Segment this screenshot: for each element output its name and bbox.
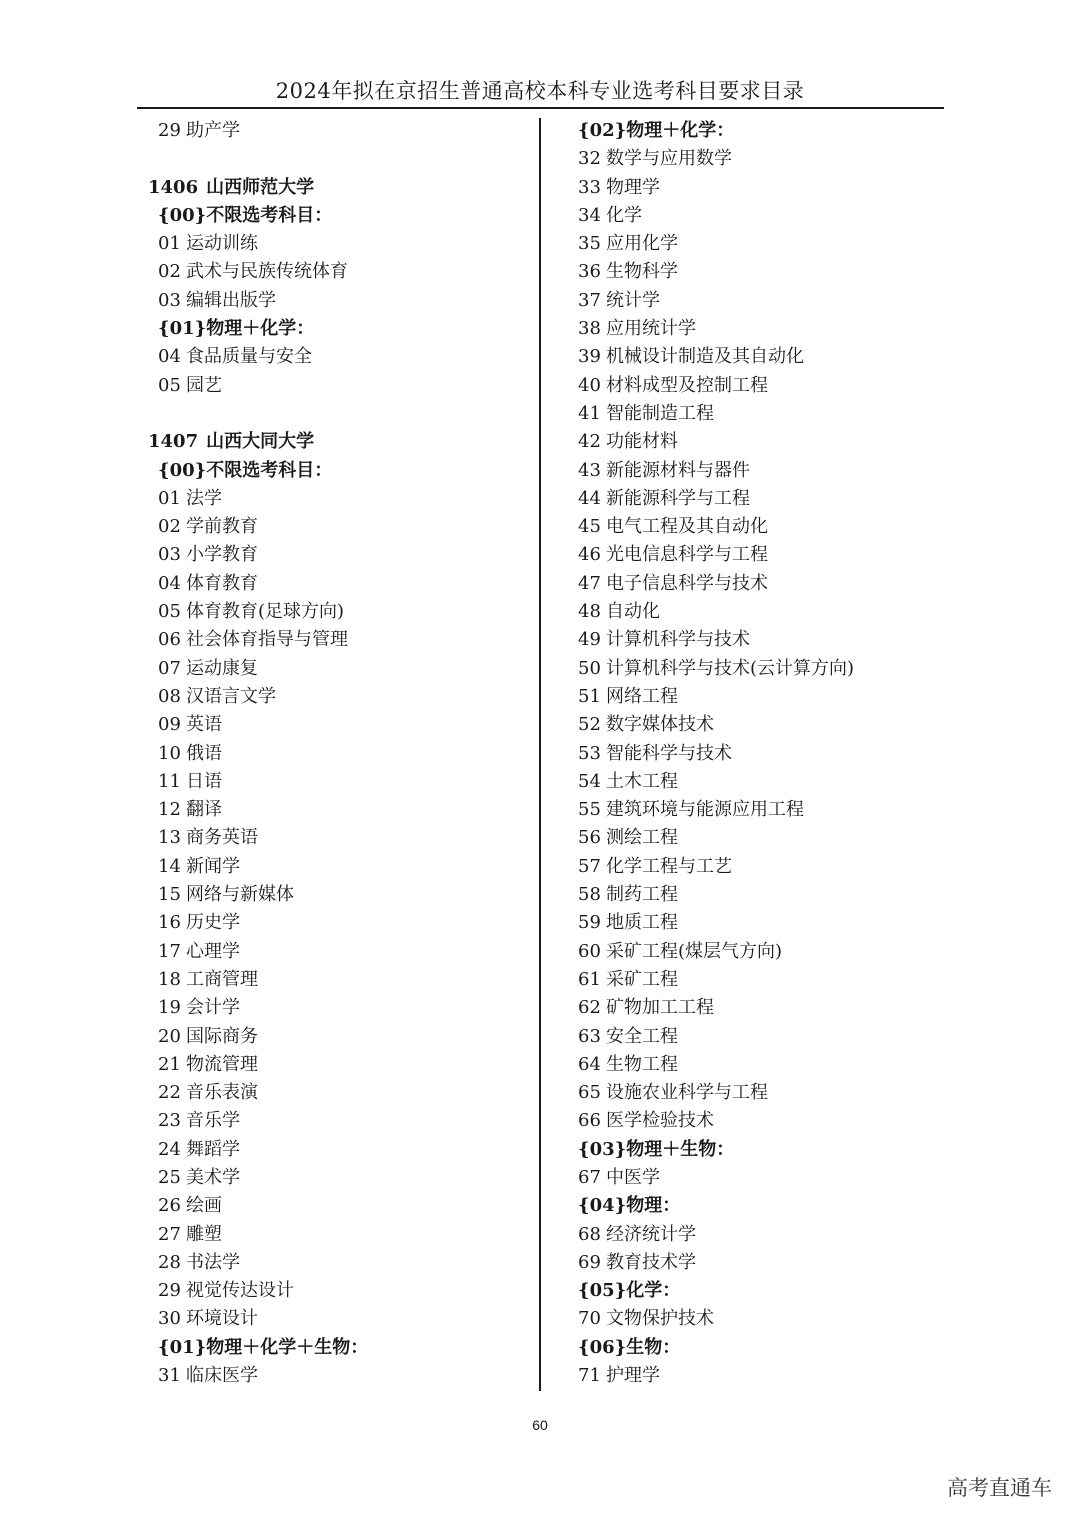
major-list-item (148, 343, 528, 371)
major-name: 体育教育 (186, 572, 258, 594)
major-list-item (148, 853, 528, 881)
major-name: 新闻学 (186, 855, 240, 877)
major-number: 71 (578, 1365, 601, 1387)
major-name: 化学 (606, 204, 642, 226)
major-number: 49 (578, 629, 601, 651)
spacer (148, 145, 528, 173)
major-name: 社会体育指导与管理 (186, 629, 348, 651)
major-number: 37 (578, 289, 601, 311)
major-list-item (570, 570, 950, 598)
major-list-item (570, 428, 950, 456)
major-number: 33 (578, 176, 601, 198)
major-list-item (148, 1305, 528, 1333)
subject-requirement-group: {03}物理＋生物： (578, 1138, 735, 1160)
major-number: 58 (578, 884, 601, 906)
major-name: 统计学 (606, 289, 660, 311)
major-list-item (148, 258, 528, 286)
major-name: 运动康复 (186, 657, 258, 679)
major-name: 俄语 (186, 742, 222, 764)
major-list-item (570, 1023, 950, 1051)
major-name: 医学检验技术 (606, 1110, 714, 1132)
spacer (148, 400, 528, 428)
major-number: 54 (578, 770, 601, 792)
major-name: 计算机科学与技术 (606, 629, 750, 651)
major-number: 42 (578, 431, 601, 453)
major-list-item (148, 711, 528, 739)
major-name: 安全工程 (606, 1025, 678, 1047)
major-name: 制药工程 (606, 884, 678, 906)
major-number: 10 (158, 742, 181, 764)
column-divider (539, 118, 541, 1391)
major-number: 01 (158, 487, 181, 509)
major-list-item (570, 202, 950, 230)
major-list-item (148, 768, 528, 796)
major-number: 43 (578, 459, 601, 481)
major-list-item (570, 230, 950, 258)
major-list-item (148, 966, 528, 994)
school-heading (148, 174, 528, 202)
major-list-item (148, 1249, 528, 1277)
major-number: 40 (578, 374, 601, 396)
major-name: 美术学 (186, 1166, 240, 1188)
major-list-item (570, 938, 950, 966)
major-name: 采矿工程(煤层气方向) (606, 940, 783, 962)
subject-requirement-group: {01}物理＋化学＋生物： (158, 1336, 369, 1358)
major-name: 生物科学 (606, 261, 678, 283)
major-name: 英语 (186, 714, 222, 736)
page-title: 2024年拟在京招生普通高校本科专业选考科目要求目录 (275, 79, 805, 103)
major-number: 09 (158, 714, 181, 736)
major-name: 体育教育(足球方向) (186, 601, 345, 623)
subject-requirement-group: {01}物理＋化学： (158, 318, 315, 340)
major-list-item (570, 1249, 950, 1277)
major-list-item (148, 1023, 528, 1051)
major-name: 学前教育 (186, 516, 258, 538)
major-name: 园艺 (186, 374, 222, 396)
major-name: 小学教育 (186, 544, 258, 566)
major-name: 物理学 (606, 176, 660, 198)
major-number: 16 (158, 912, 181, 934)
major-name: 智能科学与技术 (606, 742, 732, 764)
major-number: 14 (158, 855, 181, 877)
major-name: 商务英语 (186, 827, 258, 849)
major-name: 电气工程及其自动化 (606, 516, 768, 538)
major-list-item (148, 1079, 528, 1107)
major-number: 55 (578, 799, 601, 821)
major-list-item (570, 343, 950, 371)
major-list-item (570, 909, 950, 937)
major-name: 数字媒体技术 (606, 714, 714, 736)
major-list-item (148, 740, 528, 768)
major-name: 会计学 (186, 997, 240, 1019)
major-name: 雕塑 (186, 1223, 222, 1245)
major-number: 29 (158, 1280, 181, 1302)
major-number: 05 (158, 601, 181, 623)
major-number: 68 (578, 1223, 601, 1245)
major-number: 21 (158, 1053, 181, 1075)
major-list-item (148, 230, 528, 258)
major-name: 电子信息科学与技术 (606, 572, 768, 594)
major-name: 建筑环境与能源应用工程 (606, 799, 804, 821)
major-number: 32 (578, 148, 601, 170)
major-number: 41 (578, 402, 601, 424)
major-number: 01 (158, 233, 181, 255)
major-list-item (570, 400, 950, 428)
major-number: 35 (578, 233, 601, 255)
major-number: 02 (158, 516, 181, 538)
school-heading (148, 428, 528, 456)
subject-requirement-group: {00}不限选考科目： (158, 459, 333, 481)
major-number: 24 (158, 1138, 181, 1160)
major-list-item (570, 768, 950, 796)
major-list-item (570, 1051, 950, 1079)
major-list-item (148, 824, 528, 852)
major-number: 46 (578, 544, 601, 566)
major-list-item (570, 1221, 950, 1249)
major-list-item (148, 683, 528, 711)
school-name: 山西大同大学 (206, 431, 315, 453)
major-number: 52 (578, 714, 601, 736)
major-name: 网络工程 (606, 685, 678, 707)
major-number: 04 (158, 346, 181, 368)
major-list-item (570, 994, 950, 1022)
major-list-item (148, 598, 528, 626)
major-name: 功能材料 (606, 431, 678, 453)
subject-requirement-group: {06}生物： (578, 1336, 681, 1358)
subject-requirement-group: {04}物理： (578, 1195, 681, 1217)
major-name: 机械设计制造及其自动化 (606, 346, 804, 368)
major-list-item (148, 994, 528, 1022)
major-name: 历史学 (186, 912, 240, 934)
major-list-item (148, 570, 528, 598)
major-number: 11 (158, 770, 181, 792)
major-name: 舞蹈学 (186, 1138, 240, 1160)
major-number: 15 (158, 884, 181, 906)
major-number: 51 (578, 685, 601, 707)
major-name: 化学工程与工艺 (606, 855, 732, 877)
major-list-item (148, 1277, 528, 1305)
major-list-item (148, 1362, 528, 1390)
major-number: 27 (158, 1223, 181, 1245)
major-number: 23 (158, 1110, 181, 1132)
major-list-item (148, 796, 528, 824)
major-number: 47 (578, 572, 601, 594)
major-list-item (148, 541, 528, 569)
major-number: 03 (158, 289, 181, 311)
major-list-item (148, 287, 528, 315)
major-list-item (570, 626, 950, 654)
major-name: 智能制造工程 (606, 402, 714, 424)
major-number: 05 (158, 374, 181, 396)
subject-requirement-group: {00}不限选考科目： (158, 204, 333, 226)
major-number: 20 (158, 1025, 181, 1047)
major-list-item (148, 881, 528, 909)
major-number: 53 (578, 742, 601, 764)
major-name: 助产学 (186, 120, 240, 141)
major-number: 36 (578, 261, 601, 283)
major-list-item (570, 711, 950, 739)
major-number: 04 (158, 572, 181, 594)
major-list-item (570, 881, 950, 909)
major-list-item (570, 1362, 950, 1390)
major-list-item (148, 1051, 528, 1079)
major-list-item (570, 853, 950, 881)
major-number: 70 (578, 1308, 601, 1330)
major-name: 书法学 (186, 1251, 240, 1273)
major-number: 50 (578, 657, 601, 679)
major-number: 12 (158, 799, 181, 821)
school-code: 1406 (148, 176, 199, 198)
major-list-item (570, 1079, 950, 1107)
major-list-item (570, 1107, 950, 1135)
title-rule (137, 107, 944, 109)
major-name: 音乐学 (186, 1110, 240, 1132)
major-number: 59 (578, 912, 601, 934)
major-name: 日语 (186, 770, 222, 792)
major-list-item (148, 938, 528, 966)
major-list-item (148, 372, 528, 400)
major-list-item (570, 174, 950, 202)
major-name: 编辑出版学 (186, 289, 276, 311)
major-number: 64 (578, 1053, 601, 1075)
major-list-item (148, 626, 528, 654)
major-list-item (148, 655, 528, 683)
major-name: 测绘工程 (606, 827, 678, 849)
major-number: 62 (578, 997, 601, 1019)
major-number: 63 (578, 1025, 601, 1047)
major-number: 48 (578, 601, 601, 623)
major-number: 29 (158, 120, 181, 141)
major-number: 31 (158, 1365, 181, 1387)
major-name: 工商管理 (186, 968, 258, 990)
right-column (570, 117, 950, 1390)
major-list-item (148, 1107, 528, 1135)
major-name: 采矿工程 (606, 968, 678, 990)
major-list-item (148, 117, 528, 145)
major-number: 65 (578, 1082, 601, 1104)
major-list-item (570, 598, 950, 626)
page-number: 60 (532, 1417, 548, 1433)
major-number: 13 (158, 827, 181, 849)
major-number: 69 (578, 1251, 601, 1273)
major-list-item (148, 1164, 528, 1192)
major-name: 应用统计学 (606, 318, 696, 340)
major-number: 17 (158, 940, 181, 962)
major-list-item (570, 372, 950, 400)
major-name: 数学与应用数学 (606, 148, 732, 170)
major-name: 新能源材料与器件 (606, 459, 750, 481)
major-list-item (570, 457, 950, 485)
major-list-item (570, 655, 950, 683)
major-name: 设施农业科学与工程 (606, 1082, 768, 1104)
major-name: 中医学 (606, 1166, 660, 1188)
major-number: 57 (578, 855, 601, 877)
major-list-item (570, 683, 950, 711)
major-number: 26 (158, 1195, 181, 1217)
major-list-item (570, 740, 950, 768)
major-name: 法学 (186, 487, 222, 509)
major-number: 28 (158, 1251, 181, 1273)
major-number: 44 (578, 487, 601, 509)
major-list-item (570, 513, 950, 541)
major-name: 翻译 (186, 799, 222, 821)
major-list-item (570, 824, 950, 852)
major-number: 56 (578, 827, 601, 849)
major-number: 06 (158, 629, 181, 651)
major-name: 教育技术学 (606, 1251, 696, 1273)
major-name: 临床医学 (186, 1365, 258, 1387)
major-name: 自动化 (606, 601, 660, 623)
major-number: 02 (158, 261, 181, 283)
major-list-item (148, 485, 528, 513)
major-list-item (570, 315, 950, 343)
major-number: 30 (158, 1308, 181, 1330)
subject-requirement-group: {05}化学： (578, 1280, 681, 1302)
subject-requirement-group: {02}物理＋化学： (578, 120, 735, 141)
major-name: 土木工程 (606, 770, 678, 792)
major-number: 08 (158, 685, 181, 707)
major-name: 材料成型及控制工程 (606, 374, 768, 396)
major-number: 19 (158, 997, 181, 1019)
major-number: 22 (158, 1082, 181, 1104)
major-name: 国际商务 (186, 1025, 258, 1047)
major-name: 物流管理 (186, 1053, 258, 1075)
major-list-item (148, 909, 528, 937)
major-list-item (570, 258, 950, 286)
major-number: 60 (578, 940, 601, 962)
major-name: 音乐表演 (186, 1082, 258, 1104)
major-name: 武术与民族传统体育 (186, 261, 348, 283)
major-list-item (570, 287, 950, 315)
major-number: 07 (158, 657, 181, 679)
major-list-item (570, 485, 950, 513)
major-name: 绘画 (186, 1195, 222, 1217)
major-name: 视觉传达设计 (186, 1280, 294, 1302)
major-number: 67 (578, 1166, 601, 1188)
watermark-text: 高考直通车 (947, 1476, 1052, 1500)
major-name: 矿物加工工程 (606, 997, 714, 1019)
major-number: 39 (578, 346, 601, 368)
major-name: 经济统计学 (606, 1223, 696, 1245)
major-number: 61 (578, 968, 601, 990)
major-number: 34 (578, 204, 601, 226)
major-list-item (148, 1221, 528, 1249)
major-name: 食品质量与安全 (186, 346, 312, 368)
major-name: 地质工程 (606, 912, 678, 934)
major-number: 03 (158, 544, 181, 566)
major-name: 新能源科学与工程 (606, 487, 750, 509)
major-name: 文物保护技术 (606, 1308, 714, 1330)
major-number: 25 (158, 1166, 181, 1188)
major-list-item (148, 1136, 528, 1164)
major-number: 45 (578, 516, 601, 538)
major-name: 计算机科学与技术(云计算方向) (606, 657, 855, 679)
major-number: 18 (158, 968, 181, 990)
major-name: 运动训练 (186, 233, 258, 255)
school-name: 山西师范大学 (206, 176, 315, 198)
major-name: 光电信息科学与工程 (606, 544, 768, 566)
school-code: 1407 (148, 431, 199, 453)
major-list-item (570, 541, 950, 569)
major-list-item (148, 1192, 528, 1220)
major-name: 心理学 (186, 940, 240, 962)
major-name: 生物工程 (606, 1053, 678, 1075)
major-name: 应用化学 (606, 233, 678, 255)
major-name: 环境设计 (186, 1308, 258, 1330)
major-list-item (570, 145, 950, 173)
major-list-item (570, 1305, 950, 1333)
major-list-item (570, 796, 950, 824)
major-number: 66 (578, 1110, 601, 1132)
major-list-item (148, 513, 528, 541)
left-column (148, 117, 528, 1390)
major-name: 汉语言文学 (186, 685, 276, 707)
major-list-item (570, 966, 950, 994)
major-name: 网络与新媒体 (186, 884, 294, 906)
major-list-item (570, 1164, 950, 1192)
major-name: 护理学 (606, 1365, 660, 1387)
major-number: 38 (578, 318, 601, 340)
